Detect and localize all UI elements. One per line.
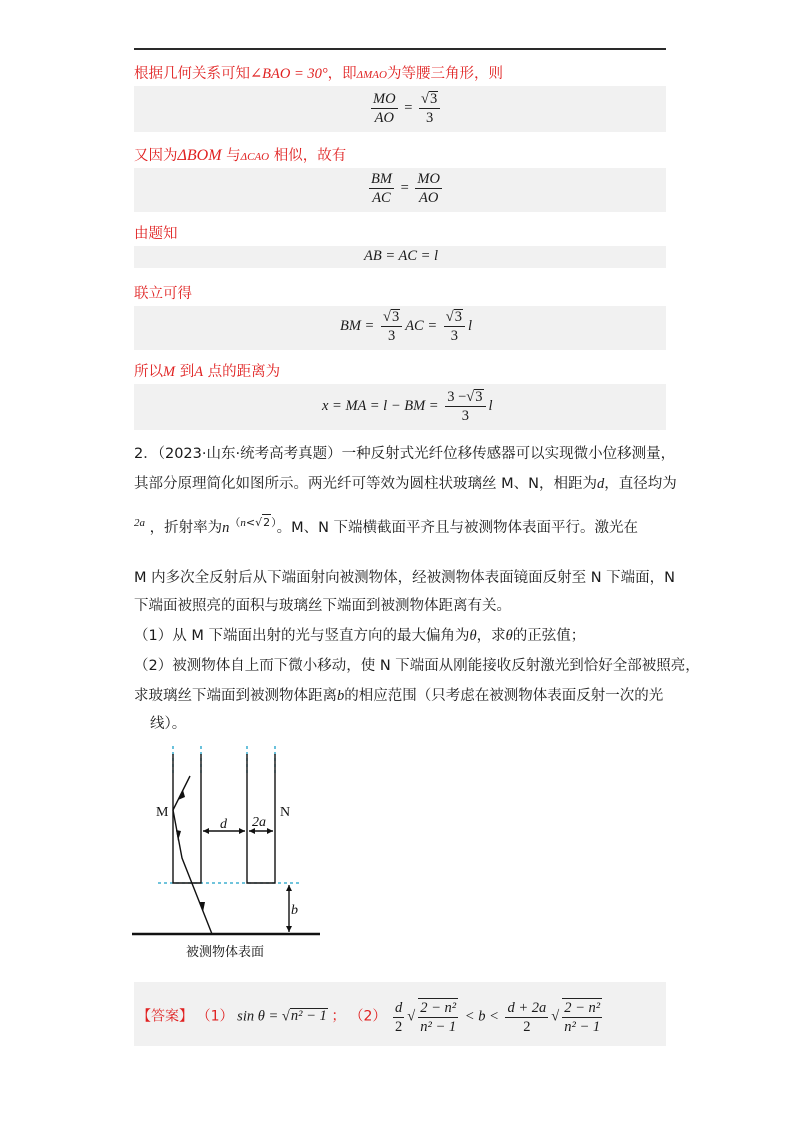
solution-line-1: 根据几何关系可知∠BAO = 30°，即ΔMAO为等腰三角形，则 — [134, 66, 503, 82]
light-ray — [173, 776, 212, 934]
label-d: d — [220, 817, 227, 832]
problem-line-1: 2．（2023·山东·统考高考真题）一种反射式光纤位移传感器可以实现微小位移测量， — [134, 446, 676, 462]
equation-3: AB = AC = l — [364, 248, 439, 264]
equation-5: x = MA = l − BM = $\frac{3 -√3}{3}$ l — [322, 389, 493, 424]
solution-line-3: 由题知 — [134, 226, 178, 242]
solution-line-4: 联立可得 — [134, 286, 192, 302]
b-arrow-top — [286, 885, 292, 891]
equation-1: $\frac{MO}{AO}$ = $\frac{√3}{3}$ — [368, 90, 443, 127]
question-2-line-1: （2）被测物体自上而下微小移动，使 N 下端面从刚能接收反射激光到恰好全部被照亮， — [134, 658, 700, 674]
question-2-line-2: 求玻璃丝下端面到被测物体距离b的相应范围（只考虑在被测物体表面反射一次的光 — [134, 688, 664, 704]
equation-2: $\frac{BM}{AC}$ = $\frac{MO}{AO}$ — [371, 171, 440, 206]
problem-line-4: M 内多次全反射后从下端面射向被测物体，经被测物体表面镜面反射至 N 下端面，N — [134, 570, 676, 586]
question-1: （1）从 M 下端面出射的光与竖直方向的最大偏角为θ，求θ的正弦值； — [134, 628, 586, 644]
label-n: N — [280, 805, 291, 820]
top-rule — [134, 48, 666, 50]
solution-line-2: 又因为ΔBOM 与ΔCAO 相似，故有 — [134, 147, 347, 164]
problem-line-3: $^{2a}$ ，折射率为$n^{(n<√2)}$。M、N 下端横截面平齐且与被测物体表面平行。激光在 — [134, 516, 639, 536]
b-arrow-bottom — [286, 926, 292, 932]
problem-line-2: 其部分原理简化如图所示。两光纤可等效为圆柱状玻璃丝 M、N，相距为d，直径均为 — [134, 476, 677, 492]
d-arrow-right — [239, 828, 245, 834]
figure-caption: 被测物体表面 — [186, 945, 265, 960]
d-arrow-left — [203, 828, 209, 834]
problem-line-5: 下端面被照亮的面积与玻璃丝下端面到被测物体距离有关。 — [134, 598, 511, 614]
2a-arrow-right — [267, 828, 273, 834]
label-2a: 2a — [252, 815, 266, 830]
question-2-line-3: 线）。 — [150, 716, 187, 732]
fiber-diagram — [130, 740, 330, 965]
answer-line: 【答案】 （1） sin θ = √n² − 1 ； （2） $\frac{d}{2}$ √ $\frac{\text{2 − n²}}{\text{n² − 1}}$ < b < $\frac{d + 2a}{2}$ √ $\frac{\text{2 − n²}}{\text{n² − 1}}$ — [137, 999, 601, 1035]
label-m: M — [156, 805, 169, 820]
fiber-m — [173, 754, 201, 883]
solution-line-5: 所以M 到A 点的距离为 — [134, 364, 281, 380]
equation-4: BM = $\frac{√3}{3}$ AC = $\frac{√3}{3}$ l — [340, 309, 473, 344]
label-b: b — [291, 903, 298, 918]
